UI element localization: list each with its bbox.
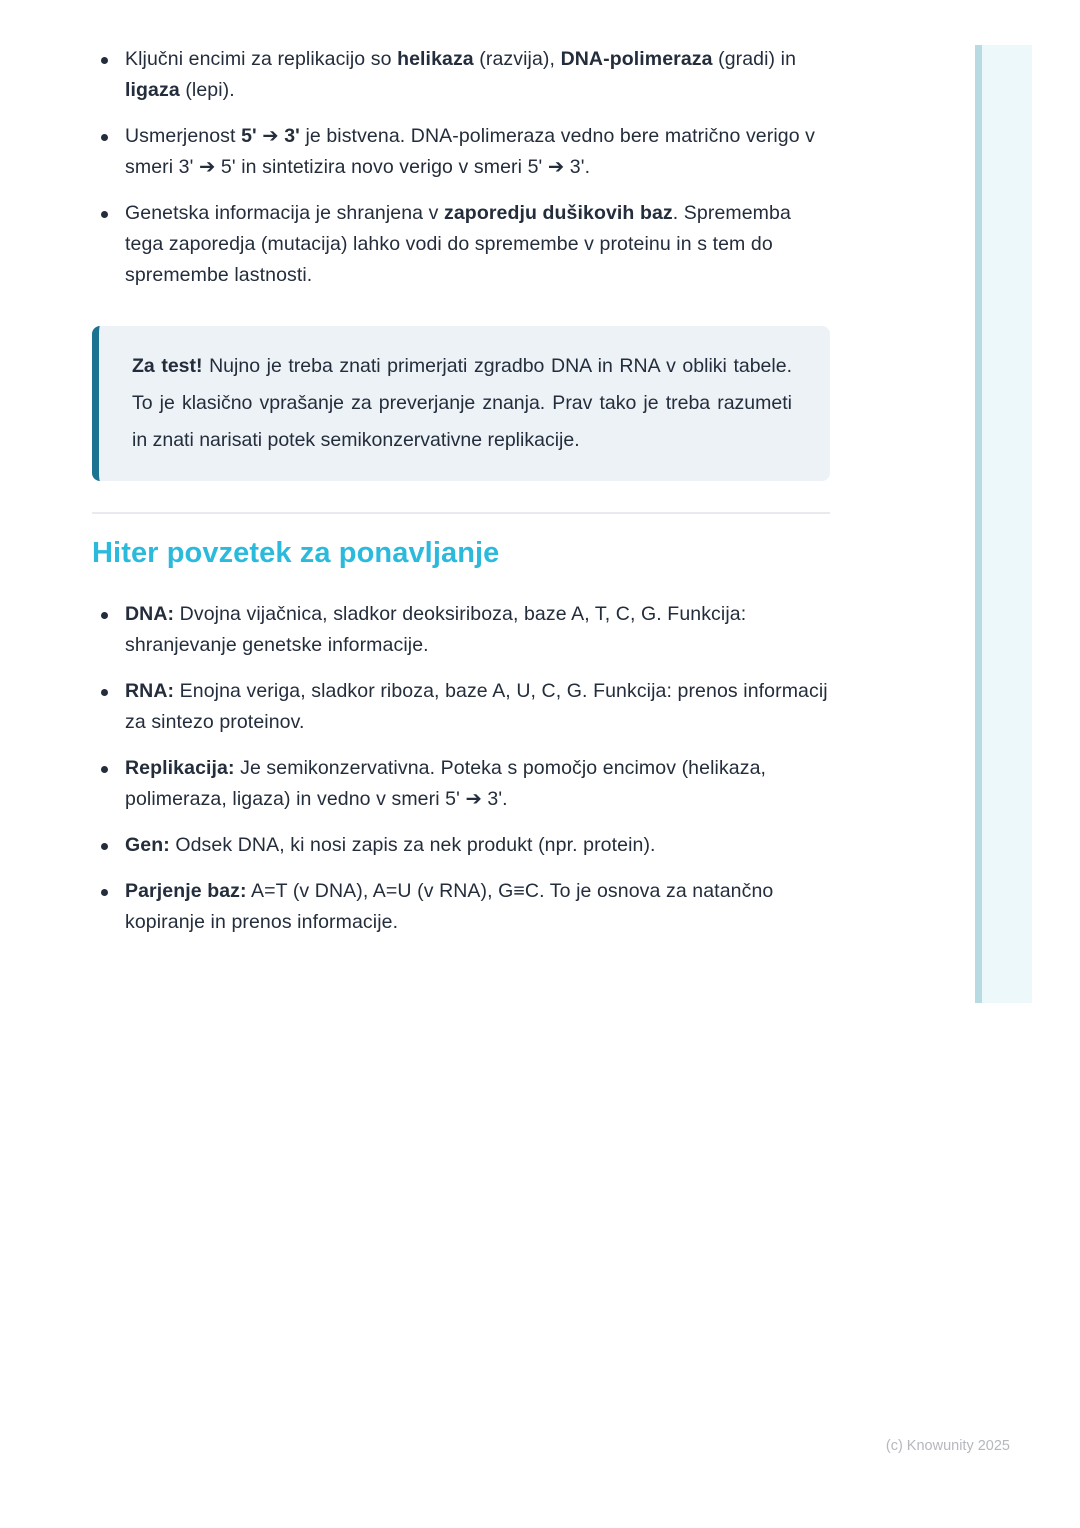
bold-text: Parjenje baz:	[125, 880, 247, 902]
copyright-notice: (c) Knowunity 2025	[885, 1438, 1010, 1454]
text: (lepi).	[179, 79, 235, 101]
bold-text: RNA:	[125, 680, 175, 702]
text: Odsek DNA, ki nosi zapis za nek produkt (npr. protein).	[169, 834, 656, 856]
text: (razvija),	[473, 48, 561, 70]
text: Usmerjenost	[125, 125, 242, 147]
text: Nujno je treba znati primerjati zgradbo DNA in RNA v obliki tabele. To je klasično vprašanje za preverjanje znanja. Prav tako je treba razumeti in znati narisati potek semikonzervativne replikacije.	[132, 355, 792, 451]
page-content	[92, 44, 830, 953]
list-item	[92, 198, 830, 291]
bold-text: Gen:	[125, 834, 170, 856]
key-points-list	[92, 44, 830, 291]
bold-text: 5' ➔ 3'	[241, 125, 300, 147]
text: Ključni encimi za replikacijo so	[125, 48, 398, 70]
exam-tip-text	[132, 348, 792, 459]
page-edge-highlight	[975, 45, 1032, 1003]
section-heading: Hiter povzetek za ponavljanje	[92, 537, 500, 569]
list-item	[92, 676, 830, 738]
text: je bistvena. DNA-polimeraza vedno bere matrično verigo v smeri 3' ➔ 5' in sintetizira novo verigo v smeri 5' ➔ 3'.	[125, 125, 816, 178]
list-item	[92, 44, 830, 106]
bold-text: ligaza	[125, 79, 180, 101]
text: Genetska informacija je shranjena v	[125, 202, 445, 224]
bold-text: zaporedju dušikovih baz	[444, 202, 673, 224]
page-edge-highlight-strip	[975, 45, 982, 1003]
bold-text: Za test!	[132, 355, 203, 377]
page-edge-highlight-panel	[982, 45, 1032, 1003]
text: A=T (v DNA), A=U (v RNA), G≡C. To je osnova za natančno kopiranje in prenos informacije.	[125, 880, 774, 933]
text: Je semikonzervativna. Poteka s pomočjo encimov (helikaza, polimeraza, ligaza) in vedno v smeri 5' ➔ 3'.	[125, 757, 767, 810]
text: . Sprememba tega zaporedja (mutacija) lahko vodi do spremembe v proteinu in s tem do spremembe lastnosti.	[125, 202, 791, 286]
exam-tip-callout	[92, 326, 830, 481]
bold-text: Replikacija:	[125, 757, 235, 779]
text: (gradi) in	[712, 48, 797, 70]
text: Enojna veriga, sladkor riboza, baze A, U, C, G. Funkcija: prenos informacij za sintezo proteinov.	[125, 680, 828, 733]
list-item	[92, 753, 830, 815]
summary-list	[92, 599, 830, 938]
list-item	[92, 599, 830, 661]
list-item	[92, 876, 830, 938]
bold-text: DNA-polimeraza	[560, 48, 713, 70]
bold-text: helikaza	[397, 48, 474, 70]
list-item	[92, 830, 830, 861]
section-divider	[92, 512, 830, 514]
bold-text: DNA:	[125, 603, 175, 625]
text: Dvojna vijačnica, sladkor deoksiriboza, baze A, T, C, G. Funkcija: shranjevanje genetske informacije.	[125, 603, 747, 656]
list-item	[92, 121, 830, 183]
